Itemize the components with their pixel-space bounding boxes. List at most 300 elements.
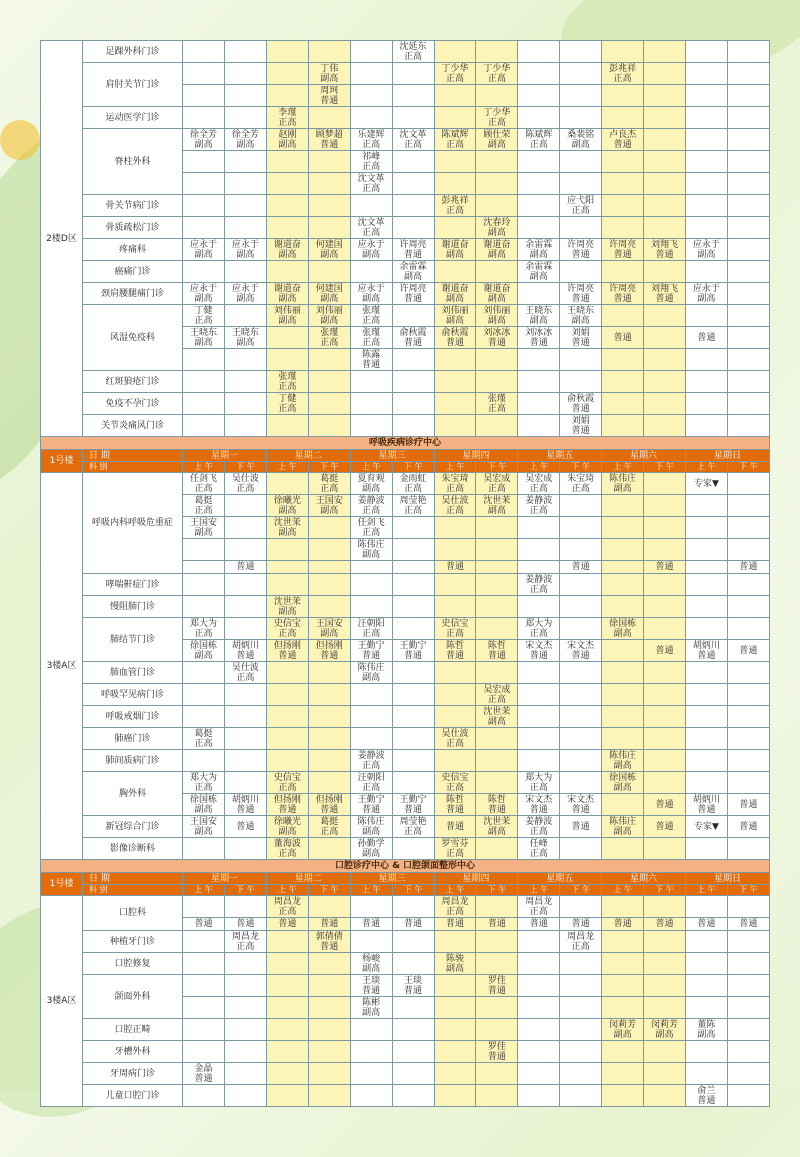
schedule-cell bbox=[434, 261, 476, 283]
doctor-entry: 正高 bbox=[529, 483, 548, 494]
doctor-entry: 姜静波 bbox=[525, 495, 553, 506]
doctor-entry: 张瑾 bbox=[487, 393, 506, 404]
doctor-entry: 普通 bbox=[529, 919, 548, 929]
department-name: 骨质疏松门诊 bbox=[83, 217, 183, 239]
schedule-cell bbox=[727, 662, 769, 684]
doctor-entry: 副高 bbox=[487, 826, 506, 837]
doctor-entry: 许周亮 bbox=[399, 239, 427, 250]
doctor-entry: 彭兆祥 bbox=[609, 63, 637, 74]
schedule-cell bbox=[727, 393, 769, 415]
schedule-cell bbox=[644, 539, 686, 561]
schedule-cell bbox=[602, 728, 644, 750]
schedule-cell bbox=[727, 1063, 769, 1085]
day-header: 星期日 bbox=[685, 873, 769, 885]
schedule-cell bbox=[266, 415, 308, 437]
doctor-entry: 副高 bbox=[571, 139, 590, 150]
doctor-entry: 普通 bbox=[571, 425, 590, 436]
doctor-entry: 普通 bbox=[487, 804, 506, 815]
schedule-cell bbox=[476, 195, 518, 217]
doctor-entry: 普通 bbox=[362, 650, 381, 661]
schedule-cell bbox=[392, 495, 434, 517]
doctor-entry: 正高 bbox=[236, 941, 255, 952]
schedule-cell bbox=[308, 896, 350, 918]
schedule-cell bbox=[644, 305, 686, 327]
schedule-cell bbox=[224, 706, 266, 728]
schedule-cell bbox=[644, 261, 686, 283]
table-row bbox=[41, 750, 770, 772]
doctor-entry: 副高 bbox=[487, 249, 506, 260]
doctor-entry: 副高 bbox=[362, 672, 381, 683]
schedule-cell bbox=[560, 85, 602, 107]
schedule-cell bbox=[183, 640, 225, 662]
doctor-entry: 陈伟庄 bbox=[357, 539, 385, 550]
day-header: 星期四 bbox=[434, 450, 518, 462]
schedule-cell bbox=[727, 495, 769, 517]
doctor-entry: 朱宝琦 bbox=[441, 473, 469, 484]
doctor-entry: 副高 bbox=[236, 139, 255, 150]
schedule-cell bbox=[308, 1063, 350, 1085]
table-row bbox=[41, 1019, 770, 1041]
schedule-cell bbox=[727, 305, 769, 327]
schedule-cell bbox=[392, 1041, 434, 1063]
schedule-cell bbox=[350, 517, 392, 539]
schedule-cell bbox=[476, 473, 518, 495]
schedule-cell bbox=[644, 838, 686, 860]
doctor-entry: 普通 bbox=[236, 804, 255, 815]
schedule-cell bbox=[602, 371, 644, 393]
doctor-entry: 俞秋霞 bbox=[399, 327, 427, 338]
schedule-cell bbox=[602, 706, 644, 728]
schedule-cell bbox=[434, 640, 476, 662]
schedule-cell bbox=[224, 415, 266, 437]
doctor-entry: 普通 bbox=[697, 1095, 716, 1106]
schedule-cell bbox=[560, 953, 602, 975]
schedule-cell bbox=[308, 640, 350, 662]
doctor-entry: 副高 bbox=[362, 249, 381, 260]
schedule-cell bbox=[602, 217, 644, 239]
schedule-cell bbox=[266, 261, 308, 283]
doctor-entry: 但扬刚 bbox=[315, 794, 343, 805]
day-header: 星期六 bbox=[602, 873, 686, 885]
schedule-cell bbox=[685, 706, 727, 728]
schedule-cell bbox=[308, 41, 350, 63]
schedule-cell bbox=[518, 327, 560, 349]
doctor-entry: 普通 bbox=[571, 650, 590, 661]
doctor-entry: 史信宝 bbox=[273, 772, 301, 783]
department-name: 肺间质病门诊 bbox=[83, 750, 183, 772]
doctor-entry: 普通 bbox=[739, 799, 758, 810]
doctor-entry: 王国安 bbox=[315, 618, 343, 629]
doctor-entry: 吴仕波 bbox=[231, 662, 259, 673]
doctor-entry: 葛挺 bbox=[320, 473, 339, 484]
doctor-entry: 普通 bbox=[404, 919, 423, 929]
schedule-cell bbox=[518, 41, 560, 63]
doctor-entry: 普通 bbox=[487, 985, 506, 996]
doctor-entry: 普通 bbox=[404, 337, 423, 348]
schedule-cell bbox=[518, 371, 560, 393]
schedule-cell bbox=[685, 41, 727, 63]
schedule-cell bbox=[266, 896, 308, 918]
doctor-entry: 普通 bbox=[236, 562, 255, 572]
schedule-cell bbox=[644, 684, 686, 706]
schedule-cell bbox=[727, 896, 769, 918]
doctor-entry: 吴仕波 bbox=[231, 473, 259, 484]
doctor-entry: 正高 bbox=[445, 205, 464, 216]
doctor-entry: 许周亮 bbox=[567, 239, 595, 250]
schedule-cell bbox=[266, 975, 308, 997]
doctor-entry: 正高 bbox=[194, 782, 213, 793]
department-name: 种植牙门诊 bbox=[83, 931, 183, 953]
day-header: 星期一 bbox=[183, 450, 267, 462]
schedule-cell bbox=[183, 684, 225, 706]
schedule-cell bbox=[224, 539, 266, 561]
schedule-cell bbox=[183, 261, 225, 283]
schedule-cell bbox=[727, 473, 769, 495]
schedule-cell bbox=[727, 85, 769, 107]
schedule-cell bbox=[308, 596, 350, 618]
doctor-entry: 王晓东 bbox=[231, 327, 259, 338]
schedule-cell bbox=[560, 816, 602, 838]
table-row bbox=[41, 1085, 770, 1107]
table-row bbox=[41, 975, 770, 997]
schedule-cell bbox=[518, 794, 560, 816]
schedule-cell bbox=[392, 896, 434, 918]
doctor-entry: 谢道奋 bbox=[483, 239, 511, 250]
schedule-cell bbox=[183, 517, 225, 539]
doctor-entry: 正高 bbox=[445, 139, 464, 150]
schedule-cell bbox=[224, 574, 266, 596]
schedule-cell bbox=[685, 283, 727, 305]
department-name: 哮喘鼾症门诊 bbox=[83, 574, 183, 596]
schedule-cell bbox=[560, 371, 602, 393]
schedule-cell bbox=[308, 415, 350, 437]
doctor-entry: 副高 bbox=[362, 293, 381, 304]
department-name: 颌面外科 bbox=[83, 975, 183, 1019]
doctor-entry: 普通 bbox=[739, 562, 758, 572]
schedule-cell bbox=[518, 63, 560, 85]
department-name: 免疫不孕门诊 bbox=[83, 393, 183, 415]
doctor-entry: 陈斌辉 bbox=[525, 129, 553, 140]
schedule-cell bbox=[350, 415, 392, 437]
schedule-cell bbox=[308, 975, 350, 997]
schedule-cell bbox=[350, 85, 392, 107]
doctor-entry: 何建国 bbox=[315, 283, 343, 294]
schedule-cell bbox=[727, 517, 769, 539]
doctor-entry: 董海波 bbox=[273, 838, 301, 849]
schedule-cell bbox=[308, 838, 350, 860]
doctor-entry: 葛挺 bbox=[194, 728, 213, 739]
doctor-entry: 陈伟庄 bbox=[609, 473, 637, 484]
schedule-cell bbox=[434, 539, 476, 561]
doctor-entry: 正高 bbox=[320, 826, 339, 837]
schedule-cell bbox=[518, 261, 560, 283]
am-header: 上 午 bbox=[266, 462, 308, 473]
doctor-entry: 普通 bbox=[320, 919, 339, 929]
doctor-entry: 孙勤学 bbox=[357, 838, 385, 849]
schedule-cell bbox=[266, 327, 308, 349]
schedule-cell bbox=[727, 684, 769, 706]
doctor-entry: 金雨虹 bbox=[399, 473, 427, 484]
schedule-cell bbox=[183, 393, 225, 415]
department-name: 胸外科 bbox=[83, 772, 183, 816]
schedule-cell bbox=[224, 1019, 266, 1041]
doctor-entry: 王勤宁 bbox=[399, 794, 427, 805]
doctor-entry: 普通 bbox=[613, 919, 632, 929]
doctor-entry: 周昌龙 bbox=[567, 931, 595, 942]
area-label: 3楼A区 bbox=[41, 896, 83, 1107]
doctor-entry: 普通 bbox=[529, 650, 548, 661]
table-row bbox=[41, 393, 770, 415]
schedule-cell bbox=[560, 684, 602, 706]
doctor-entry: 正高 bbox=[571, 941, 590, 952]
table-row bbox=[41, 662, 770, 684]
schedule-cell bbox=[727, 371, 769, 393]
doctor-entry: 普通 bbox=[445, 919, 464, 929]
schedule-cell bbox=[183, 85, 225, 107]
schedule-cell bbox=[602, 173, 644, 195]
schedule-cell bbox=[518, 1019, 560, 1041]
schedule-cell bbox=[434, 794, 476, 816]
schedule-cell bbox=[644, 1085, 686, 1107]
doctor-entry: 普通 bbox=[571, 562, 590, 572]
doctor-entry: 沈世茉 bbox=[483, 495, 511, 506]
schedule-cell bbox=[476, 327, 518, 349]
schedule-cell bbox=[476, 85, 518, 107]
schedule-cell bbox=[183, 129, 225, 151]
schedule-cell bbox=[685, 473, 727, 495]
schedule-cell bbox=[602, 151, 644, 173]
doctor-entry: 副高 bbox=[236, 293, 255, 304]
doctor-entry: 副高 bbox=[613, 628, 632, 639]
schedule-cell bbox=[727, 574, 769, 596]
am-header: 上 午 bbox=[350, 462, 392, 473]
schedule-cell bbox=[183, 918, 225, 931]
schedule-cell bbox=[727, 217, 769, 239]
schedule-cell bbox=[560, 838, 602, 860]
doctor-entry: 姜静波 bbox=[525, 816, 553, 827]
schedule-cell bbox=[266, 85, 308, 107]
department-name: 呼吸内科呼吸危重症 bbox=[83, 473, 183, 574]
schedule-cell bbox=[434, 517, 476, 539]
doctor-entry: 普通 bbox=[194, 919, 213, 929]
am-header: 上 午 bbox=[266, 885, 308, 896]
schedule-cell bbox=[685, 1041, 727, 1063]
schedule-cell bbox=[685, 495, 727, 517]
doctor-entry: 应永于 bbox=[231, 283, 259, 294]
doctor-entry: 刘伟丽 bbox=[273, 305, 301, 316]
table-row bbox=[41, 706, 770, 728]
department-name: 口腔科 bbox=[83, 896, 183, 931]
schedule-cell bbox=[727, 539, 769, 561]
schedule-cell bbox=[434, 129, 476, 151]
schedule-cell bbox=[644, 327, 686, 349]
schedule-cell bbox=[183, 662, 225, 684]
doctor-entry: 普通 bbox=[236, 821, 255, 832]
doctor-entry: 副高 bbox=[445, 249, 464, 260]
schedule-cell bbox=[266, 217, 308, 239]
doctor-entry: 郑大为 bbox=[525, 618, 553, 629]
doctor-entry: 正高 bbox=[487, 117, 506, 128]
schedule-cell bbox=[308, 217, 350, 239]
schedule-cell bbox=[350, 706, 392, 728]
pm-header: 下 午 bbox=[476, 462, 518, 473]
schedule-cell bbox=[392, 640, 434, 662]
schedule-cell bbox=[392, 997, 434, 1019]
doctor-entry: 副高 bbox=[320, 73, 339, 84]
schedule-cell bbox=[350, 838, 392, 860]
schedule-cell bbox=[518, 85, 560, 107]
schedule-cell bbox=[266, 63, 308, 85]
schedule-cell bbox=[518, 561, 560, 574]
schedule-cell bbox=[266, 596, 308, 618]
schedule-cell bbox=[183, 896, 225, 918]
doctor-entry: 丁伟 bbox=[320, 63, 339, 74]
schedule-cell bbox=[602, 41, 644, 63]
schedule-cell bbox=[392, 561, 434, 574]
schedule-cell bbox=[308, 495, 350, 517]
doctor-entry: 正高 bbox=[194, 505, 213, 516]
schedule-cell bbox=[476, 1019, 518, 1041]
pm-header: 下 午 bbox=[727, 885, 769, 896]
doctor-entry: 陈露 bbox=[362, 349, 381, 360]
doctor-entry: 闵莉芳 bbox=[650, 1019, 678, 1030]
schedule-cell bbox=[350, 975, 392, 997]
schedule-cell bbox=[183, 327, 225, 349]
table-row bbox=[41, 596, 770, 618]
schedule-cell bbox=[308, 561, 350, 574]
schedule-cell bbox=[685, 173, 727, 195]
am-header: 上 午 bbox=[183, 462, 225, 473]
table-row bbox=[41, 1063, 770, 1085]
schedule-cell bbox=[518, 1063, 560, 1085]
doctor-entry: 副高 bbox=[194, 249, 213, 260]
department-name: 儿童口腔门诊 bbox=[83, 1085, 183, 1107]
schedule-cell bbox=[224, 997, 266, 1019]
doctor-entry: 徐全芳 bbox=[190, 129, 218, 140]
doctor-entry: 丁少华 bbox=[441, 63, 469, 74]
doctor-entry: 副高 bbox=[362, 549, 381, 560]
schedule-cell bbox=[266, 239, 308, 261]
schedule-cell bbox=[224, 640, 266, 662]
schedule-cell bbox=[308, 305, 350, 327]
schedule-cell bbox=[434, 305, 476, 327]
schedule-cell bbox=[183, 574, 225, 596]
schedule-cell bbox=[183, 997, 225, 1019]
doctor-entry: 正高 bbox=[278, 117, 297, 128]
doctor-entry: 王勤宁 bbox=[399, 640, 427, 651]
table-row bbox=[41, 305, 770, 327]
date-label: 日 期 bbox=[83, 450, 183, 462]
schedule-cell bbox=[602, 539, 644, 561]
schedule-cell bbox=[644, 1041, 686, 1063]
schedule-cell bbox=[644, 750, 686, 772]
schedule-cell bbox=[644, 85, 686, 107]
doctor-entry: 谢道奋 bbox=[441, 239, 469, 250]
schedule-cell bbox=[476, 393, 518, 415]
doctor-entry: 正高 bbox=[529, 139, 548, 150]
doctor-entry: 正高 bbox=[529, 782, 548, 793]
doctor-entry: 王国安 bbox=[190, 517, 218, 528]
schedule-cell bbox=[685, 1019, 727, 1041]
schedule-cell bbox=[350, 596, 392, 618]
department-name: 足踝外科门诊 bbox=[83, 41, 183, 63]
am-header: 上 午 bbox=[518, 885, 560, 896]
schedule-cell bbox=[308, 728, 350, 750]
doctor-entry: 副高 bbox=[194, 650, 213, 661]
schedule-cell bbox=[308, 772, 350, 794]
doctor-entry: 应永于 bbox=[190, 239, 218, 250]
schedule-cell bbox=[183, 283, 225, 305]
doctor-entry: 张瑾 bbox=[320, 327, 339, 338]
schedule-cell bbox=[476, 151, 518, 173]
doctor-entry: 副高 bbox=[362, 963, 381, 974]
schedule-cell bbox=[518, 728, 560, 750]
schedule-cell bbox=[560, 129, 602, 151]
schedule-cell bbox=[727, 283, 769, 305]
doctor-entry: 普通 bbox=[697, 332, 716, 343]
doctor-entry: 正高 bbox=[362, 505, 381, 516]
doctor-entry: 副高 bbox=[487, 505, 506, 516]
schedule-cell bbox=[602, 1085, 644, 1107]
schedule-cell bbox=[727, 618, 769, 640]
doctor-entry: 刘娟 bbox=[571, 327, 590, 338]
schedule-cell bbox=[727, 561, 769, 574]
doctor-entry: 普通 bbox=[445, 821, 464, 832]
schedule-cell bbox=[476, 1085, 518, 1107]
schedule-cell bbox=[644, 371, 686, 393]
doctor-entry: 正高 bbox=[362, 315, 381, 326]
doctor-entry: 正高 bbox=[194, 483, 213, 494]
schedule-cell bbox=[560, 327, 602, 349]
schedule-cell bbox=[518, 539, 560, 561]
schedule-cell bbox=[685, 371, 727, 393]
schedule-cell bbox=[434, 283, 476, 305]
doctor-entry: 谢道奋 bbox=[483, 283, 511, 294]
doctor-entry: 正高 bbox=[404, 51, 423, 62]
schedule-cell bbox=[224, 305, 266, 327]
doctor-entry: 普通 bbox=[613, 139, 632, 150]
schedule-cell bbox=[685, 85, 727, 107]
am-header: 上 午 bbox=[518, 462, 560, 473]
schedule-cell bbox=[560, 393, 602, 415]
schedule-cell bbox=[266, 517, 308, 539]
schedule-cell bbox=[224, 371, 266, 393]
table-row bbox=[41, 1041, 770, 1063]
schedule-cell bbox=[476, 728, 518, 750]
schedule-cell bbox=[560, 283, 602, 305]
schedule-cell bbox=[434, 1041, 476, 1063]
schedule-cell bbox=[727, 975, 769, 997]
schedule-cell bbox=[644, 195, 686, 217]
doctor-entry: 普通 bbox=[655, 293, 674, 304]
schedule-cell bbox=[518, 896, 560, 918]
schedule-cell bbox=[266, 173, 308, 195]
schedule-cell bbox=[308, 918, 350, 931]
section-title-row bbox=[41, 860, 770, 873]
doctor-entry: 胡炳川 bbox=[692, 794, 720, 805]
schedule-cell bbox=[727, 129, 769, 151]
area-label: 2楼D区 bbox=[41, 41, 83, 437]
doctor-entry: 俞兰 bbox=[697, 1085, 716, 1096]
schedule-cell bbox=[560, 173, 602, 195]
schedule-cell bbox=[518, 931, 560, 953]
schedule-cell bbox=[727, 772, 769, 794]
department-name: 骨关节病门诊 bbox=[83, 195, 183, 217]
doctor-entry: 副高 bbox=[362, 848, 381, 859]
schedule-cell bbox=[434, 953, 476, 975]
department-name: 肺结节门诊 bbox=[83, 618, 183, 662]
doctor-entry: 胡炳川 bbox=[692, 640, 720, 651]
